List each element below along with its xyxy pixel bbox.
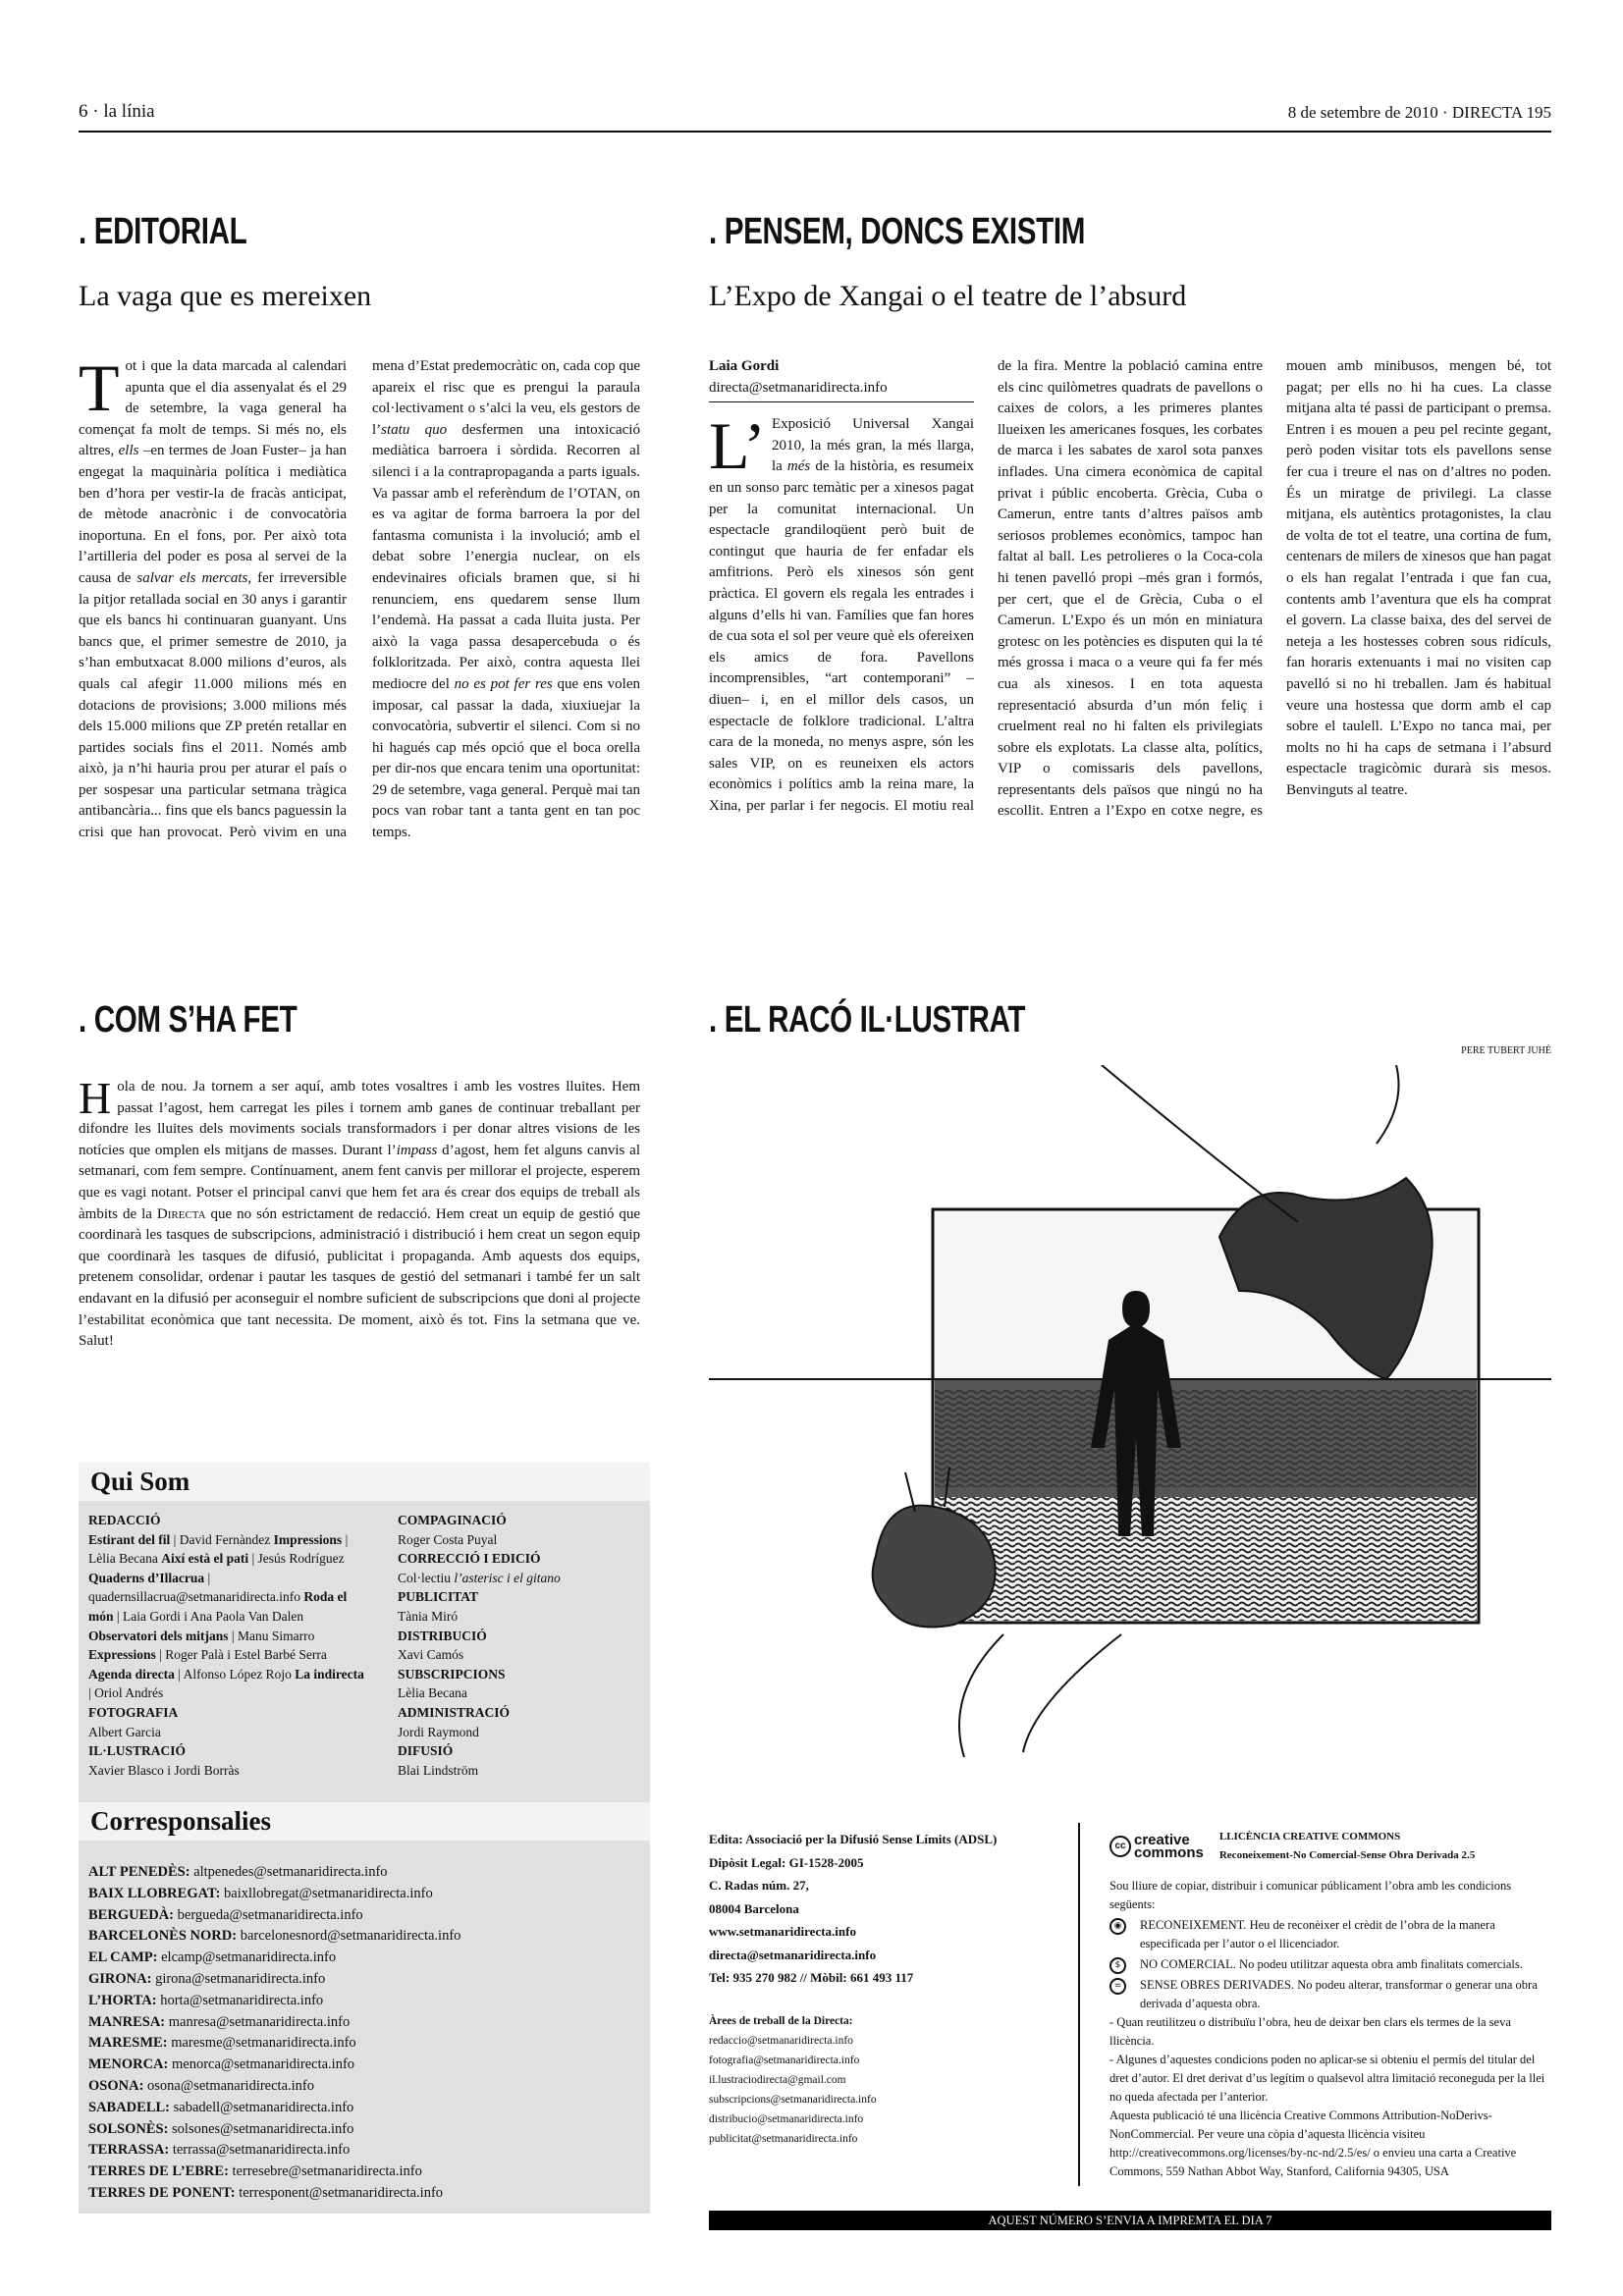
text-run: Quaderns d’Illacrua <box>88 1570 205 1585</box>
text-run: salvar els mercats <box>136 569 248 586</box>
page-section-label: 6 · la línia <box>79 101 155 122</box>
text-run: Així està el pati <box>161 1551 249 1567</box>
text-run: ot i que la data marcada al calendari apunta que el dia assenyalat és el 29 de setembre, la vaga general ha començat fa molt de temps. Si més no, els altres, <box>79 358 347 459</box>
text-run: Expressions <box>88 1647 156 1663</box>
region-label: EL CAMP: <box>88 1949 158 1966</box>
text-run: | David Fernàndez <box>170 1531 274 1547</box>
correspondent-item <box>88 2076 640 2098</box>
text-run: | Manu Simarro <box>228 1628 315 1643</box>
areas-title: Àrees de treball de la Directa: <box>709 2014 853 2027</box>
text-run: Agenda directa <box>88 1666 175 1682</box>
region-email[interactable]: terrassa@setmanaridirecta.info <box>172 2142 351 2159</box>
text-run: ADMINISTRACIÓ <box>398 1704 511 1720</box>
region-email[interactable]: bergueda@setmanaridirecta.info <box>177 1906 363 1923</box>
corresponsalies-box <box>79 1802 650 2214</box>
license-title: LLICÈNCIA CREATIVE COMMONS <box>1218 1831 1401 1842</box>
nd-icon: = <box>1109 1978 1126 1995</box>
region-label: SABADELL: <box>88 2099 170 2115</box>
text-run: CORRECCIÓ I EDICIÓ <box>398 1551 541 1567</box>
editorial-body <box>79 350 640 931</box>
region-label: TERRASSA: <box>88 2142 170 2159</box>
region-email[interactable]: menorca@setmanaridirecta.info <box>171 2056 355 2073</box>
text-run: SUBSCRIPCIONS <box>398 1666 506 1682</box>
correspondent-item <box>88 2183 640 2205</box>
correspondent-item <box>88 1926 640 1948</box>
region-label: BERGUEDÀ: <box>88 1906 175 1923</box>
correspondent-item <box>88 1948 640 1969</box>
correspondent-item <box>88 2033 640 2055</box>
region-label: GIRONA: <box>88 1970 152 1987</box>
region-label: MARESME: <box>88 2035 168 2052</box>
text-run: REDACCIÓ <box>88 1513 161 1527</box>
nc-icon: $ <box>1109 1957 1126 1974</box>
author-email[interactable]: directa@setmanaridirecta.info <box>709 379 888 396</box>
area-email[interactable]: subscripcions@setmanaridirecta.info <box>709 2093 877 2106</box>
text-run: PUBLICITAT <box>398 1589 479 1605</box>
divider <box>1078 1823 1080 2186</box>
area-email[interactable]: publicitat@setmanaridirecta.info <box>709 2132 858 2145</box>
text-run: Exposició Universal Xangai 2010, la més gran, la més llarga, la <box>771 416 974 475</box>
text-run: no es pot fer res <box>454 675 553 692</box>
text-run: DISTRIBUCIÓ <box>398 1628 487 1643</box>
text-run: Tània Miró <box>398 1608 459 1624</box>
region-label: SOLSONÈS: <box>88 2120 169 2137</box>
colophon-line: www.setmanaridirecta.info <box>709 1924 856 1939</box>
area-email[interactable]: fotografia@setmanaridirecta.info <box>709 2054 860 2066</box>
text-run: que ens volen imposar, cal passar la dada, xiuxiuejar la convocatòria, subvertir el silenci. Com si no hi hagués cap més opció que el boca orella per dir-nos que encara tenim una oportunitat: 29 de setembre, vaga general. Perquè mai tan pocs van robar tant a tanta gent en tan poc temps. <box>372 675 640 841</box>
text-run: Blai Lindström <box>398 1762 479 1778</box>
illustration <box>709 1065 1551 1757</box>
region-label: L’HORTA: <box>88 1992 157 2008</box>
region-label: OSONA: <box>88 2077 144 2094</box>
license-subtitle: Reconeixement-No Comercial-Sense Obra Derivada 2.5 <box>1218 1849 1476 1861</box>
text-run: d’agost, hem fet alguns canvis al setmanari, com fem sempre. Contínuament, anem fent canvis per millorar el projecte, esperem que es vagi notant. Potser el principal canvi que hem fet ara és crear dos equips de treball als àmbits de la <box>79 1142 640 1222</box>
section-title-raco-il-lustrat: . EL RACÓ IL·LUSTRAT <box>709 999 1026 1041</box>
region-email[interactable]: terresebre@setmanaridirecta.info <box>232 2163 422 2180</box>
condition-name: RECONEIXEMENT. <box>1140 1918 1247 1932</box>
correspondent-item <box>88 2162 640 2183</box>
editorial-headline: La vaga que es mereixen <box>79 280 372 312</box>
text-run: Lèlia Becana <box>398 1685 467 1701</box>
colophon-line: directa@setmanaridirecta.info <box>709 1947 877 1962</box>
drop-cap: T <box>79 350 120 425</box>
text-run: | Lèlia Becana <box>88 1531 349 1567</box>
corresponsalies-title: Corresponsalies <box>79 1802 650 1841</box>
text-run: Col·lectiu <box>398 1570 451 1585</box>
text-run: | Oriol Andrés <box>88 1685 164 1701</box>
text-run: Directa <box>156 1205 206 1222</box>
region-label: MENORCA: <box>88 2056 169 2073</box>
text-run: | Alfonso López Rojo <box>174 1666 296 1682</box>
condition-text: No podeu alterar, transformar o generar una obra derivada d’aquesta obra. <box>1140 1978 1538 2010</box>
text-run: desfermen una intoxicació mediàtica barroera i sòrdida. Recorren al silenci i a la contrapropaganda a parts iguals. Va passar amb el referèndum de l’OTAN, on es va agitar de forma barroera la por del fantasma comunista i la involució; amb el debat sobre l’energia nuclear, on els endevinaires oficials bramen que, si hi renunciem, ens quedarem sense llum l’endemà. Ha passat a cada lluita justa. Per això la vaga passa desapercebuda o és folkloritzada. Per això, contra aquesta llei mediocre del <box>372 421 640 692</box>
text-run: La indirecta <box>295 1666 364 1682</box>
region-label: TERRES DE L’EBRE: <box>88 2163 229 2180</box>
area-email[interactable]: il.lustraciodirecta@gmail.com <box>709 2073 846 2086</box>
illustration-credit: PERE TUBERT JUHÉ <box>1461 1045 1551 1056</box>
creative-commons-logo: cc creative commons <box>1109 1834 1204 1859</box>
author-name: Laia Gordi <box>709 358 780 374</box>
region-email[interactable]: osona@setmanaridirecta.info <box>147 2077 315 2094</box>
text-run: | Laia Gordi i Ana Paola Van Dalen <box>113 1608 304 1624</box>
area-email[interactable]: redaccio@setmanaridirecta.info <box>709 2034 853 2047</box>
qui-som-box <box>79 1463 650 1803</box>
colophon-line: C. Radas núm. 27, <box>709 1878 809 1893</box>
text-run: | quadernsillacrua@setmanaridirecta.info <box>88 1570 304 1605</box>
license-note: - Quan reutilitzeu o distribuïu l’obra, heu de deixar ben clars els termes de la seva llicència. <box>1109 2015 1511 2048</box>
colophon-line: Dipòsit Legal: GI-1528-2005 <box>709 1854 864 1870</box>
text-run: statu quo <box>381 421 448 438</box>
region-email[interactable]: altpenedes@setmanaridirecta.info <box>193 1864 388 1880</box>
by-icon: ◉ <box>1109 1918 1126 1935</box>
region-email[interactable]: baixllobregat@setmanaridirecta.info <box>224 1885 433 1901</box>
text-run: que no són estrictament de redacció. Hem creat un equip de gestió que coordinarà les tasques de subscripcions, administració i distribució i hem creat un segon equip que coordinarà les tasques de difusió, publicitat i propaganda. Amb aquests dos equips, pretenem consolidar, ordenar i pautar les tasques de gestió del setmanari i també fer un salt endavant en la difusió per aconseguir el nombre suficient de subscripcions que doni al projecte l’estabilitat econòmica que tant necessita. De moment, això és tot. Fins la setmana que ve. Salut! <box>79 1205 640 1350</box>
text-run: | Roger Palà i Estel Barbé Serra <box>155 1647 327 1663</box>
text-run: IL·LUSTRACIÓ <box>88 1743 187 1759</box>
text-run: Jordi Raymond <box>398 1724 479 1739</box>
drop-cap: L’ <box>709 408 766 484</box>
com-sha-fet-body <box>79 1073 640 1353</box>
text-run: ells <box>118 443 139 459</box>
text-run: | Jesús Rodríguez <box>248 1551 345 1567</box>
qui-som-title: Qui Som <box>79 1463 650 1501</box>
qui-som-right <box>398 1511 640 1793</box>
license-block <box>1109 1828 1551 2181</box>
text-run: , fer irreversible la pitjor retallada social en 30 anys i garantir que els bancs hi continuaran guanyant. Uns bancs que, el primer semestre de 2010, ja s’han embutxacat 8.000 milions d’euros, als quals cal afegir 11.000 milions més en dotacions de provisions; 3.000 milions més dels 15.000 milions que ZP pretén retallar en partides socials fins el 2011. Només amb això, ja n’hi hauria prou per aturar el país o per sospesar una particular setmana tràgica antibancària... fins que els bancs paguessin la crisi que han provocat. Però vivim en una mena d’Estat predemocràtic on, cada cop que apareix el risc que es prengui la paraula col·lectivament o s’alci la veu, els gestors de l’ <box>79 358 640 841</box>
text-run: Impressions <box>273 1531 343 1547</box>
region-label: BARCELONÈS NORD: <box>88 1928 238 1945</box>
region-email[interactable]: barcelonesnord@setmanaridirecta.info <box>240 1928 461 1945</box>
correspondent-item <box>88 1969 640 1991</box>
region-email[interactable]: elcamp@setmanaridirecta.info <box>161 1949 337 1966</box>
section-title-pensem: . PENSEM, DONCS EXISTIM <box>709 211 1086 252</box>
text-run: de la història, es resumeix en un sonso parc temàtic per a xinesos pagat per la comunitat internacional. Un espectacle grandiloqüent però buit de contingut que hauria de fer enfadar els amfitrions. Però els xinesos són gent pràctica. El govern els regala les entrades i alguns d’ells hi van. Famílies que fan hores de cua sota el sol per veure què els ofereixen els amics de fora. Pavellons incomprensibles, “art contemporani” –diuen– i, en el millor dels casos, un espectacle de folklore tradicional. L’altra cara de la moneda, no menys aspre, són les sales VIP, on es reuneixen els actors econòmics i polítics amb la reina mare, la Xina, per parlar i fer negocis. El motiu real de la fira. Mentre la població camina entre els cinc quilòmetres quadrats de pavellons o caixes de colors, a les primeres plantes llueixen les americanes fosques, les corbates de marca i les sabates de xarol sota panxes inflades. Una cimera econòmica de capital privat i públic encoberta. Grècia, Cuba o Camerun, entre tants d’altres països amb seriosos problemes econòmics, tampoc han faltat al ball. Les petrolieres o la Coca-cola hi tenen pavelló propi –més gran i formós, per cert, que el de Grècia, Cuba o el Camerun. L’Expo és un món en miniatura grotesc on les potències es disputen qui la té més grossa i maca o a veure qui fa fer més cua als xinesos. I en tota aquesta representació absurda d’un món feliç i cruelment real no hi falten els privilegiats sobre els explotats. La classe alta, polítics, VIP o comissaris dels pavellons, representants dels països que ningú no ha escollit. Entren a l’Expo en cotxe negre, es mouen amb minibusos, mengen bé, tot pagat; per ells no hi ha cues. La classe mitjana alta té passi de participant o premsa. Entren i es mouen a peu pel recinte gegant, però poden visitar tots els pavellons sense fer cua i treure el nas on d’altres no poden. És un miratge de privilegi. La classe mitjana, els autèntics protagonistes, la clau de volta de tot el teatre, una cortina de fum, centenars de milers de xinesos que han pagat o els han regalat l’entrada i que fan cua, contents amb l’aventura que els ha comprat el govern. La classe baixa, des del servei de neteja a les hostesses cobren sous ridículs, fan horaris extenuants i mai no visiten cap pavelló si no hi treballen. Jam és habitual veure una hostessa que dorm amb el cap sobre el taulell. L’Expo no tanca mai, per molts no hi ha caps de setmana i l’absurd espectacle tragicòmic durarà sis mesos. Benvinguts al teatre. <box>709 358 1551 820</box>
text-run: impass <box>396 1142 438 1158</box>
region-email[interactable]: solsones@setmanaridirecta.info <box>172 2120 354 2137</box>
issue-date: 8 de setembre de 2010 · DIRECTA 195 <box>1287 103 1551 122</box>
region-label: ALT PENEDÈS: <box>88 1864 190 1880</box>
license-note: - Algunes d’aquestes condicions poden no aplicar-se si obteniu el permís del titular del dret d’autor. El dret derivat d’us legítim o qualsevol altra limitació reconeguda per la llei no queda afectada per l’anterior. <box>1109 2053 1545 2104</box>
region-email[interactable]: sabadell@setmanaridirecta.info <box>173 2099 354 2115</box>
text-run: Roda el món <box>88 1589 348 1624</box>
pensem-body <box>709 356 1551 931</box>
text-run: Xavier Blasco i Jordi Borràs <box>88 1762 240 1778</box>
print-date-bar: AQUEST NÚMERO S’ENVIA A IMPREMTA EL DIA 7 <box>709 2211 1551 2230</box>
text-run: ola de nou. Ja tornem a ser aquí, amb totes vosaltres i amb les vostres lluites. Hem passat l’agost, hem carregat les piles i tornem amb ganes de continuar treballant per difondre les lluites dels moviments socials transformadors i per donar altres visions de les notícies que omplen els mitjans de masses. Durant l’ <box>79 1079 640 1158</box>
license-intro: Sou lliure de copiar, distribuir i comunicar públicament l’obra amb les condicions següents: <box>1109 1879 1512 1911</box>
region-email[interactable]: horta@setmanaridirecta.info <box>160 1992 324 2008</box>
text-run: Observatori dels mitjans <box>88 1628 229 1643</box>
region-label: MANRESA: <box>88 2013 166 2030</box>
correspondent-item <box>88 2119 640 2141</box>
region-label: TERRES DE PONENT: <box>88 2184 236 2201</box>
license-condition <box>1109 1955 1551 1974</box>
section-title-com-sha-fet: . COM S’HA FET <box>79 999 298 1041</box>
correspondent-item <box>88 1905 640 1927</box>
region-label: BAIX LLOBREGAT: <box>88 1885 221 1901</box>
colophon <box>709 1828 1072 2149</box>
license-condition <box>1109 1976 1551 2013</box>
text-run: Roger Costa Puyal <box>398 1531 498 1547</box>
colophon-line: Tel: 935 270 982 // Mòbil: 661 493 117 <box>709 1970 914 1985</box>
license-condition <box>1109 1916 1551 1953</box>
condition-name: NO COMERCIAL. <box>1140 1957 1236 1971</box>
pensem-headline: L’Expo de Xangai o el teatre de l’absurd <box>709 280 1187 312</box>
text-run: l’asterisc i el gitano <box>454 1570 561 1585</box>
text-run: –en termes de Joan Fuster– ja han engegat la maquinària política i mediàtica ben d’hora per vestir-la de fracàs anticipat, de mètode anacrònic i de convocatòria inoportuna. En el fons, por. Per això tota l’artilleria del poder es posa al servei de la causa de <box>79 443 348 586</box>
qui-som-left <box>88 1511 368 1793</box>
region-email[interactable]: terresponent@setmanaridirecta.info <box>239 2184 444 2201</box>
region-email[interactable]: manresa@setmanaridirecta.info <box>168 2013 351 2030</box>
correspondent-item <box>88 2098 640 2119</box>
license-note: Aquesta publicació té una llicència Creative Commons Attribution-NoDerivs- NonCommercial. Per veure una còpia d’aquesta llicència visiteu http://creativecommons.org/licenses/by-nc-nd/2.5/es/ o envieu una carta a Creative Commons, 559 Nathan Abbot Way, Stanford, California 94305, USA <box>1109 2109 1517 2178</box>
condition-text: No podeu utilitzar aquesta obra amb finalitats comercials. <box>1235 1957 1523 1971</box>
page-header <box>79 93 1551 133</box>
section-title-editorial: . EDITORIAL <box>79 211 247 252</box>
colophon-line: Edita: Associació per la Difusió Sense Límits (ADSL) <box>709 1832 998 1846</box>
region-email[interactable]: maresme@setmanaridirecta.info <box>171 2035 356 2052</box>
correspondent-item <box>88 1862 640 1884</box>
text-run: més <box>786 458 811 475</box>
area-email[interactable]: distribucio@setmanaridirecta.info <box>709 2112 864 2125</box>
correspondent-item <box>88 2140 640 2162</box>
correspondent-item <box>88 1991 640 2012</box>
region-email[interactable]: girona@setmanaridirecta.info <box>155 1970 326 1987</box>
cc-icon: cc <box>1109 1836 1131 1857</box>
text-run: Albert Garcia <box>88 1724 161 1739</box>
text-run: FOTOGRAFIA <box>88 1704 179 1720</box>
text-run: COMPAGINACIÓ <box>398 1513 507 1527</box>
drop-cap: H <box>79 1073 112 1123</box>
colophon-line: 08004 Barcelona <box>709 1900 799 1916</box>
condition-text: Heu de reconèixer el crèdit de l’obra de la manera especificada per l’autor o el llicenciador. <box>1140 1918 1495 1950</box>
condition-name: SENSE OBRES DERIVADES. <box>1140 1978 1295 1992</box>
text-run: DIFUSIÓ <box>398 1743 454 1759</box>
byline <box>709 356 974 402</box>
correspondent-item <box>88 1884 640 1905</box>
correspondent-item <box>88 2012 640 2034</box>
text-run: Estirant del fil <box>88 1531 171 1547</box>
text-run: Xavi Camós <box>398 1647 464 1663</box>
correspondent-item <box>88 2055 640 2076</box>
